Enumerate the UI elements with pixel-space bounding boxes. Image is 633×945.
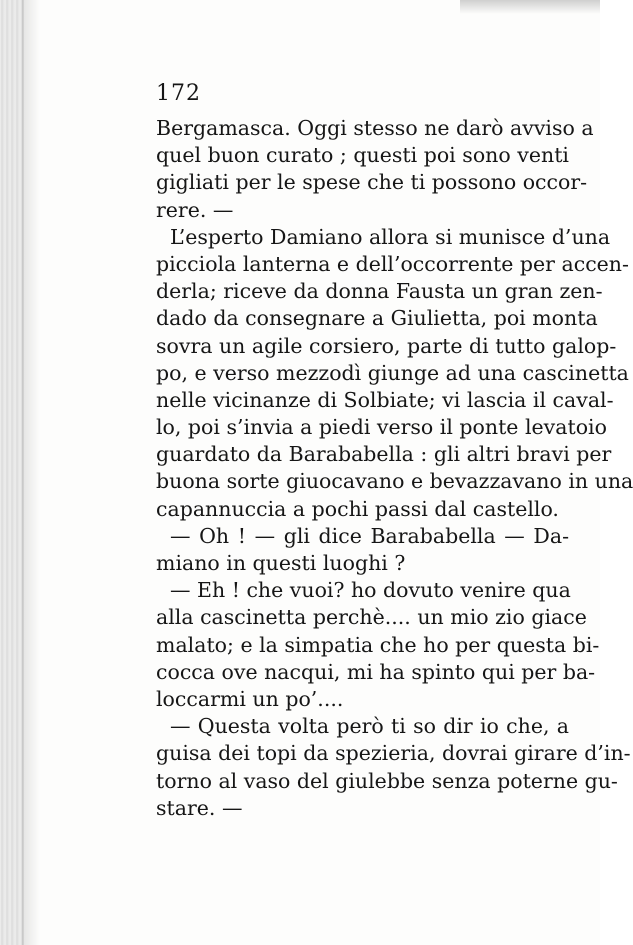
binding-gutter [0,0,24,945]
text-line: torno al vaso del giulebbe senza poterne gu- [156,768,618,793]
text-line: buona sorte giuocavano e bevazzavano in una [156,469,633,494]
text-line: dado da consegnare a Giulietta, poi monta [156,306,598,331]
text-line: lo, poi s’invia a piedi verso il ponte levatoio [156,415,607,440]
text-line: cocca ove nacqui, mi ha spinto qui per ba- [156,659,596,684]
page-number: 172 [156,81,201,106]
text-line: guisa dei topi da spezieria, dovrai girare d’in- [156,741,631,766]
top-edge-shadow [460,0,600,14]
text-line: quel buon curato ; questi poi sono venti [156,143,569,168]
body-text [156,115,633,822]
paragraph-start-line: — Oh ! — gli dice Barababella — Da- [170,523,569,548]
text-line: po, e verso mezzodì giunge ad una cascinetta [156,360,629,385]
text-line: sovra un agile corsiero, parte di tutto galop- [156,333,617,358]
paragraph-start-line: L’esperto Damiano allora si munisce d’una [170,224,611,249]
text-line: rere. — [156,197,234,222]
gutter-shadow [22,0,40,945]
text-line: malato; e la simpatia che ho per questa bi- [156,632,600,657]
text-line: miano in questi luoghi ? [156,551,406,575]
paragraph-start-line: — Eh ! che vuoi? ho dovuto venire qua [170,578,571,603]
text-line: loccarmi un po’.... [156,686,344,711]
text-line: guardato da Barababella : gli altri bravi per [156,442,612,467]
text-line: Bergamasca. Oggi stesso ne darò avviso a [156,116,594,140]
paragraph-start-line: — Questa volta però ti so dir io che, a [170,714,569,739]
text-line: alla cascinetta perchè.... un mio zio giace [156,605,587,630]
text-line: nelle vicinanze di Solbiate; vi lascia il caval- [156,387,614,412]
text-line: stare. — [156,795,243,820]
text-line: gigliati per le spese che ti possono occor- [156,170,588,195]
text-line: capannuccia a pochi passi dal castello. [156,496,559,521]
text-line: picciola lanterna e dell’occorrente per accen- [156,251,629,276]
text-line: derla; riceve da donna Fausta un gran zen- [156,279,603,304]
